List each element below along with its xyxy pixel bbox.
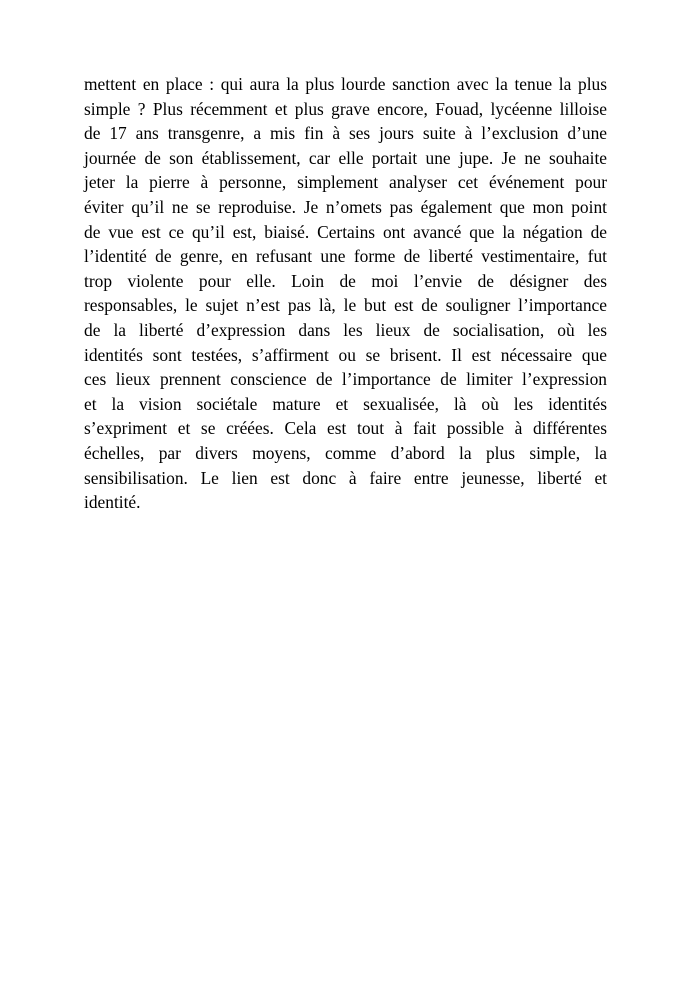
paragraph-line: éviter qu’il ne se reproduise. Je n’omets pas également que mon point [84, 196, 607, 217]
paragraph-line: de 17 ans transgenre, a mis fin à ses jours suite à l’exclusion d’une [84, 123, 607, 144]
paragraph-line: identités sont testées, s’affirment ou se brisent. Il est nécessaire que [84, 344, 607, 365]
paragraph-line: échelles, par divers moyens, comme d’abord la plus simple, la [84, 442, 607, 463]
paragraph-line: s’expriment et se créées. Cela est tout à fait possible à différentes [84, 418, 607, 439]
paragraph-line: journée de son établissement, car elle portait une jupe. Je ne souhaite [84, 147, 607, 168]
paragraph-line: responsables, le sujet n’est pas là, le but est de souligner l’importance [84, 295, 607, 316]
paragraph-line: de la liberté d’expression dans les lieux de socialisation, où les [84, 319, 607, 340]
paragraph-line: de vue est ce qu’il est, biaisé. Certains ont avancé que la négation de [84, 221, 607, 242]
paragraph-line: simple ? Plus récemment et plus grave encore, Fouad, lycéenne lilloise [84, 98, 607, 119]
body-paragraph [84, 72, 607, 515]
paragraph-line: identité. [84, 492, 141, 513]
paragraph-line: trop violente pour elle. Loin de moi l’envie de désigner des [84, 270, 607, 291]
paragraph-line: ces lieux prennent conscience de l’importance de limiter l’expression [84, 369, 607, 390]
paragraph-line: sensibilisation. Le lien est donc à faire entre jeunesse, liberté et [84, 467, 607, 488]
paragraph-line: et la vision sociétale mature et sexualisée, là où les identités [84, 393, 607, 414]
paragraph-line: mettent en place : qui aura la plus lourde sanction avec la tenue la plus [84, 74, 607, 94]
paragraph-line: jeter la pierre à personne, simplement analyser cet événement pour [84, 172, 607, 193]
paragraph-line: l’identité de genre, en refusant une forme de liberté vestimentaire, fut [84, 246, 607, 267]
